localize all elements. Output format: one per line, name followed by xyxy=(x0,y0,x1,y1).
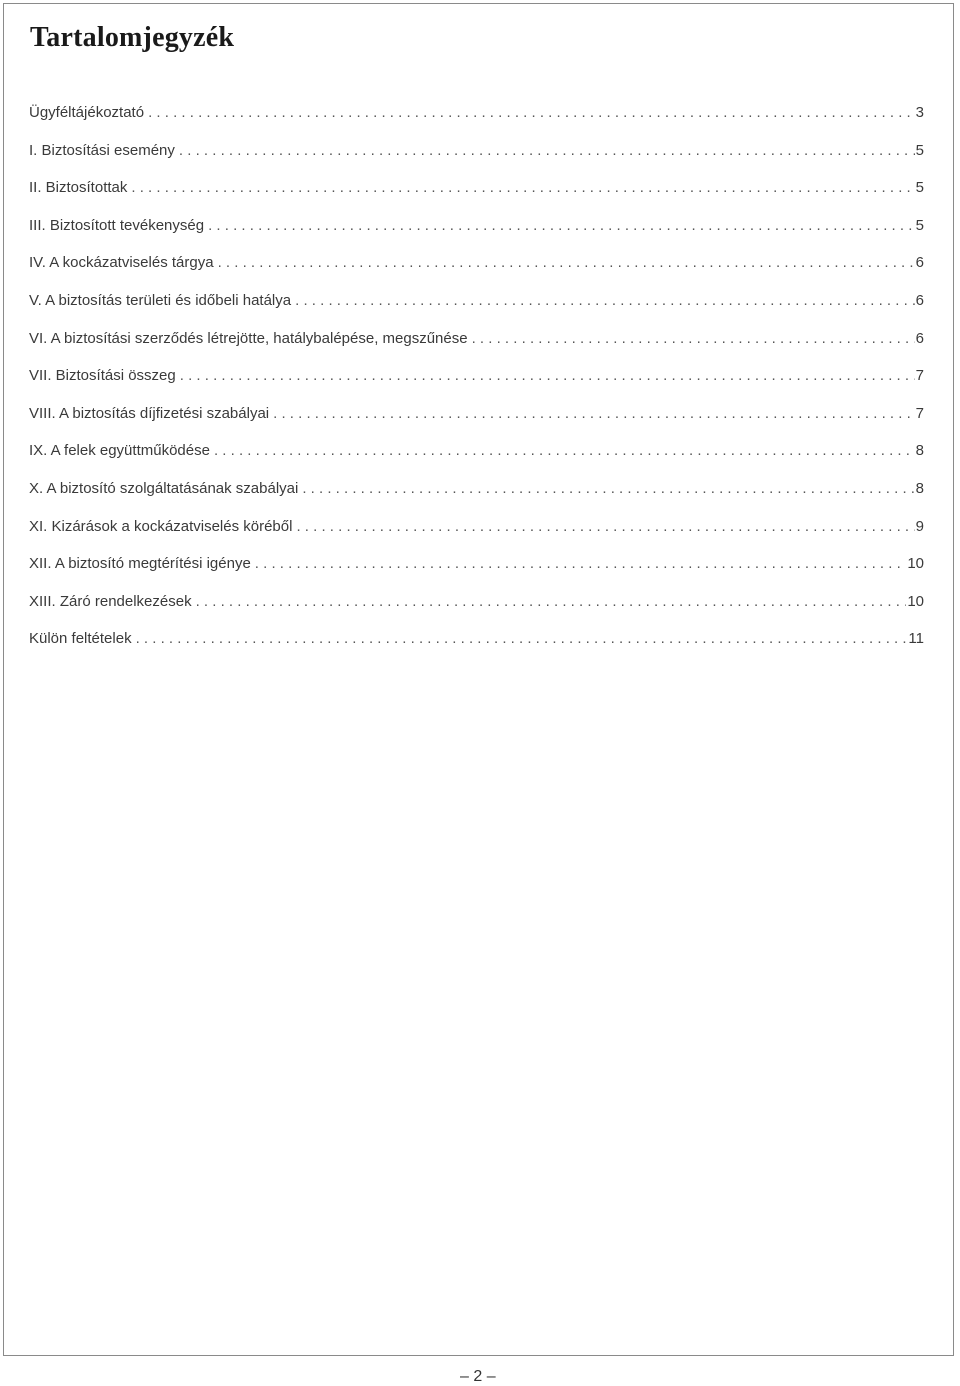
toc-entry-page: 6 xyxy=(915,329,924,347)
toc-dot-leader xyxy=(214,442,915,459)
toc-entry-label: VII. Biztosítási összeg xyxy=(29,367,176,385)
toc-dot-leader xyxy=(255,555,907,572)
toc-entry-page: 5 xyxy=(915,141,924,159)
toc-entry-page: 7 xyxy=(915,404,924,422)
toc-entry-label: II. Biztosítottak xyxy=(29,179,128,197)
toc-entry[interactable] xyxy=(29,593,924,631)
toc-entry-page: 9 xyxy=(915,517,924,535)
toc-entry-label: XI. Kizárások a kockázatviselés köréből xyxy=(29,517,293,535)
toc-entry[interactable] xyxy=(29,292,924,330)
toc-entry-page: 5 xyxy=(915,216,924,234)
toc-entry-label: VIII. A biztosítás díjfizetési szabályai xyxy=(29,404,270,422)
toc-entry[interactable] xyxy=(29,367,924,405)
toc-entry-label: Ügyféltájékoztató xyxy=(29,104,145,121)
toc-dot-leader xyxy=(131,179,914,196)
toc-entry[interactable] xyxy=(29,142,924,180)
toc-entry-page: 11 xyxy=(908,630,924,648)
toc-entry-label: I. Biztosítási esemény xyxy=(29,141,175,159)
toc-entry-page: 10 xyxy=(907,555,924,573)
toc-entry[interactable] xyxy=(29,330,924,368)
toc-entry-page: 7 xyxy=(915,367,924,385)
toc-entry-page: 8 xyxy=(915,442,924,460)
toc-entry[interactable] xyxy=(29,254,924,292)
page-number: – 2 – xyxy=(460,1368,496,1385)
toc-entry-label: III. Biztosított tevékenység xyxy=(29,216,205,234)
toc-dot-leader xyxy=(273,405,915,422)
toc-entry-page: 5 xyxy=(915,179,924,197)
toc-entry-label: V. A biztosítás területi és időbeli hatálya xyxy=(29,291,292,309)
toc-entry-page: 6 xyxy=(915,291,924,309)
toc-dot-leader xyxy=(295,292,915,309)
toc-dot-leader xyxy=(302,480,914,497)
toc-entry[interactable] xyxy=(29,104,924,142)
toc-entry[interactable] xyxy=(29,179,924,217)
toc-entry[interactable] xyxy=(29,480,924,518)
toc-entry[interactable] xyxy=(29,442,924,480)
toc-entry-label: XIII. Záró rendelkezések xyxy=(29,592,192,610)
toc-entry-page: 6 xyxy=(915,254,924,272)
toc-entry-page: 10 xyxy=(907,592,924,610)
toc-dot-leader xyxy=(136,630,908,647)
toc-entry-label: VI. A biztosítási szerződés létrejötte, hatálybalépése, megszűnése xyxy=(29,329,468,347)
page-title: Tartalomjegyzék xyxy=(30,22,235,53)
toc-entry-label: XII. A biztosító megtérítési igénye xyxy=(29,555,251,573)
toc-entry[interactable] xyxy=(29,518,924,556)
toc-dot-leader xyxy=(218,254,915,271)
toc-dot-leader xyxy=(472,330,915,347)
toc-dot-leader xyxy=(148,104,915,121)
toc-dot-leader xyxy=(179,142,915,159)
toc-dot-leader xyxy=(296,518,914,535)
toc-dot-leader xyxy=(196,593,907,610)
toc-dot-leader xyxy=(180,367,915,384)
toc-entry-page: 3 xyxy=(915,104,924,121)
toc-entry-page: 8 xyxy=(915,479,924,497)
toc-entry[interactable] xyxy=(29,217,924,255)
toc-dot-leader xyxy=(208,217,915,234)
toc-entry[interactable] xyxy=(29,405,924,443)
toc-entry-label: Külön feltételek xyxy=(29,630,132,648)
table-of-contents xyxy=(29,104,924,668)
toc-entry-label: X. A biztosító szolgáltatásának szabályai xyxy=(29,479,299,497)
toc-entry-label: IX. A felek együttműködése xyxy=(29,442,210,460)
toc-entry-label: IV. A kockázatviselés tárgya xyxy=(29,254,214,272)
toc-entry[interactable] xyxy=(29,630,924,668)
toc-entry[interactable] xyxy=(29,555,924,593)
